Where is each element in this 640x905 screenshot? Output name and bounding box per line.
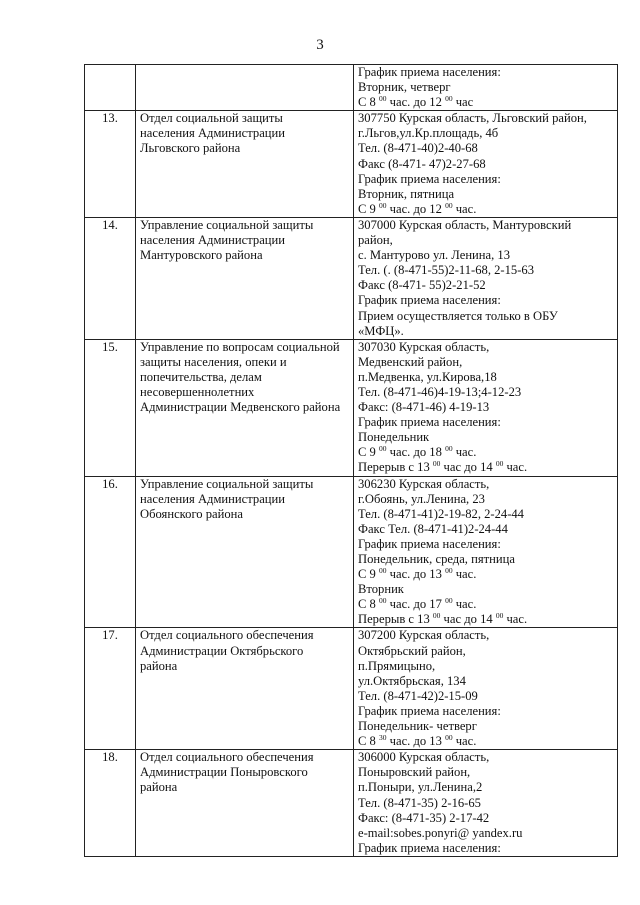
contact-info-line [358,65,613,80]
contact-info-text: Факс: (8-471-46) 4-19-13 [358,400,490,415]
contact-info-text: Факс (8-471- 55)2-21-52 [358,278,486,293]
contact-info-line [358,202,613,217]
organization-name-line: района [140,780,178,795]
contact-info-text: Факс Тел. (8-471-41)2-24-44 [358,521,508,536]
contact-info-text: час до 14 [440,460,496,475]
organization-name-line: Администрации Октябрьского [140,643,304,658]
contact-info-line [358,659,613,674]
contact-info-text: С 8 [358,734,379,749]
page-number: 3 [316,37,324,53]
contact-info-line [358,841,613,856]
contact-info-text: График приема населения: [358,840,501,855]
contact-info-text: Поныровский район, [358,765,471,780]
row-number: 15. [85,339,136,476]
contact-info-text: Перерыв с 13 [358,612,433,627]
contact-info-line [358,172,613,187]
organization-name-line: населения Администрации [140,491,286,506]
organization-name-line: несовершеннолетних [140,384,255,399]
contact-info-line [358,734,613,749]
contact-info-line [358,355,613,370]
row-number: 18. [85,750,136,857]
contact-info-text: Понедельник [358,430,430,445]
contact-info-line [358,445,613,460]
contact-info [354,476,618,628]
organization-name-line: Управление социальной защиты [140,476,314,491]
organization-name [136,750,354,857]
contact-info-text: Прием осуществляется только в ОБУ [358,308,558,323]
organization-name-line: попечительства, делам [140,369,262,384]
contact-info-text: п.Медвенка, ул.Кирова,18 [358,369,497,384]
organization-name-line: Обоянского района [140,506,244,521]
contact-info-text: час. до 13 [386,567,446,582]
contact-info-line [358,218,613,233]
contact-info-line [358,477,613,492]
contact-info-text: График приема населения: [358,171,501,186]
organization-name-line: Мантуровского района [140,248,263,263]
contact-info-text: С 9 [358,567,379,582]
time-minutes-superscript: 00 [495,459,504,469]
contact-info-line [358,750,613,765]
contact-info-text: Тел. (8-471-41)2-19-82, 2-24-44 [358,506,524,521]
contact-info-text: «МФЦ». [358,323,404,338]
time-minutes-superscript: 00 [495,611,504,621]
organization-name-line: защиты населения, опеки и [140,354,287,369]
contact-info-text: График приема населения: [358,703,501,718]
contact-info-text: час [452,95,474,110]
organization-name [136,217,354,339]
organization-name-line: Управление по вопросам социальной [140,339,340,354]
table-row [85,628,618,750]
contact-info [354,628,618,750]
contact-info-text: п.Прямицыно, [358,658,436,673]
row-number: 16. [85,476,136,628]
contact-info-line [358,780,613,795]
contact-info-line [358,263,613,278]
contacts-table [84,64,618,857]
contact-info-line [358,704,613,719]
row-number: 14. [85,217,136,339]
contact-info-line [358,689,613,704]
contact-info [354,750,618,857]
organization-name [136,476,354,628]
contact-info-text: График приема населения: [358,536,501,551]
contact-info-text: Тел. (8-471-40)2-40-68 [358,141,478,156]
time-minutes-superscript: 00 [445,444,453,454]
table-row [85,217,618,339]
contact-info-line [358,430,613,445]
row-number: 13. [85,111,136,218]
contact-info-text: С 8 [358,95,379,110]
contact-info-line [358,111,613,126]
time-minutes-superscript: 00 [379,596,387,606]
organization-name [136,628,354,750]
contact-info-text: Тел. (. (8-471-55)2-11-68, 2-15-63 [358,263,535,278]
contact-info-line [358,248,613,263]
organization-name-line: Администрации Поныровского [140,765,308,780]
contact-info-text: Вторник, пятница [358,186,455,201]
time-minutes-superscript: 00 [445,566,453,576]
organization-name-line: района [140,658,178,673]
contact-info-text: час. до 17 [386,597,446,612]
contact-info-line [358,597,613,612]
contact-info-text: час. [503,612,528,627]
contact-info-line [358,644,613,659]
contact-info-text: График приема населения: [358,65,501,79]
organization-name-line: Отдел социального обеспечения [140,628,314,643]
organization-name-line: населения Администрации [140,126,286,141]
contact-info-text: час до 14 [440,612,496,627]
time-minutes-superscript: 30 [379,733,387,743]
contact-info-text: Тел. (8-471-46)4-19-13;4-12-23 [358,384,522,399]
contact-info-line [358,340,613,355]
contact-info-text: Тел. (8-471-35) 2-16-65 [358,795,481,810]
contact-info-text: п.Поныри, ул.Ленина,2 [358,780,483,795]
contact-info-line [358,826,613,841]
row-number: 17. [85,628,136,750]
contact-info-text: район, [358,233,393,248]
row-number [85,65,136,111]
contact-info-text: Факс (8-471- 47)2-27-68 [358,156,486,171]
contact-info-line [358,80,613,95]
time-minutes-superscript: 00 [379,444,387,454]
organization-name-line: Управление социальной защиты [140,217,314,232]
organization-name-line: Отдел социальной защиты [140,111,283,126]
contact-info-line [358,507,613,522]
contact-info-text: час. до 18 [386,445,446,460]
organization-name-line: населения Администрации [140,233,286,248]
contact-info [354,65,618,111]
contact-info-line [358,370,613,385]
contact-info-text: Факс: (8-471-35) 2-17-42 [358,810,490,825]
organization-name-line: Администрации Медвенского района [140,400,341,415]
contact-info-text: С 9 [358,445,379,460]
contact-info-text: С 9 [358,201,379,216]
organization-name-line: Отдел социального обеспечения [140,750,314,765]
time-minutes-superscript: 00 [379,566,387,576]
contact-info-line [358,765,613,780]
table-row [85,111,618,218]
contact-info-line [358,522,613,537]
contact-info-text: час. до 12 [386,95,446,110]
contact-info-line [358,612,613,627]
contact-info-text: г.Обоянь, ул.Ленина, 23 [358,491,485,506]
contact-info-line [358,141,613,156]
contact-info-line [358,537,613,552]
table-row [85,750,618,857]
time-minutes-superscript: 00 [432,611,441,621]
contact-info-line [358,278,613,293]
contact-info-text: час. [452,734,477,749]
contact-info-text: Вторник [358,582,404,597]
contact-info [354,111,618,218]
contact-info-line [358,324,613,339]
contact-info-line [358,415,613,430]
contact-info-text: час. [452,567,477,582]
contact-info-line [358,400,613,415]
time-minutes-superscript: 00 [379,94,387,104]
time-minutes-superscript: 00 [445,596,453,606]
contact-info-text: ул.Октябрьская, 134 [358,673,466,688]
contact-info [354,217,618,339]
contact-info-text: С 8 [358,597,379,612]
contact-info-line [358,582,613,597]
table-body [85,65,618,857]
contact-info-text: Вторник, четверг [358,80,451,95]
contact-info-text: График приема населения: [358,293,501,308]
time-minutes-superscript: 00 [379,200,387,210]
contact-info-line [358,811,613,826]
time-minutes-superscript: 00 [445,94,453,104]
contact-info-text: с. Мантурово ул. Ленина, 13 [358,248,511,263]
contact-info-text: 307000 Курская область, Мантуровский [358,217,572,232]
contact-info-text: час. [452,597,477,612]
contact-info-line [358,552,613,567]
contact-info-text: час. [503,460,528,475]
contact-info-text: час. [452,445,477,460]
contact-info-text: 306230 Курская область, [358,476,490,491]
contact-info-text: 307030 Курская область, [358,339,490,354]
organization-name [136,65,354,111]
contact-info-text: час. [452,201,477,216]
contact-info-line [358,492,613,507]
contact-info-text: Тел. (8-471-42)2-15-09 [358,688,478,703]
table-row [85,476,618,628]
contact-info-line [358,293,613,308]
contact-info-line [358,719,613,734]
contact-info-text: 307750 Курская область, Льговский район, [358,111,587,126]
contact-info-text: 307200 Курская область, [358,628,490,643]
contact-info-text: График приема населения: [358,415,501,430]
contact-info-text: Перерыв с 13 [358,460,433,475]
contact-info-line [358,628,613,643]
time-minutes-superscript: 00 [432,459,441,469]
contact-info-text: Понедельник- четверг [358,719,477,734]
organization-name [136,111,354,218]
contact-info-text: 306000 Курская область, [358,750,490,765]
contact-info [354,339,618,476]
contact-info-line [358,309,613,324]
contact-info-text: e-mail:sobes.ponyri@ yandex.ru [358,825,523,840]
contact-info-text: г.Льгов,ул.Кр.площадь, 4б [358,126,499,141]
contact-info-line [358,567,613,582]
time-minutes-superscript: 00 [445,733,453,743]
time-minutes-superscript: 00 [445,200,453,210]
contact-info-line [358,187,613,202]
organization-name-line: Льговского района [140,141,241,156]
contact-info-line [358,233,613,248]
contact-info-text: час. до 13 [386,734,446,749]
contact-info-line [358,460,613,475]
organization-name [136,339,354,476]
contact-info-text: час. до 12 [386,201,446,216]
table-row [85,339,618,476]
contact-info-text: Понедельник, среда, пятница [358,552,515,566]
contact-info-text: Медвенский район, [358,354,463,369]
contact-info-line [358,796,613,811]
contact-info-line [358,157,613,172]
contact-info-line [358,674,613,689]
contact-info-line [358,95,613,110]
contact-info-line [358,385,613,400]
table-row [85,65,618,111]
contact-info-line [358,126,613,141]
contact-info-text: Октябрьский район, [358,643,466,658]
